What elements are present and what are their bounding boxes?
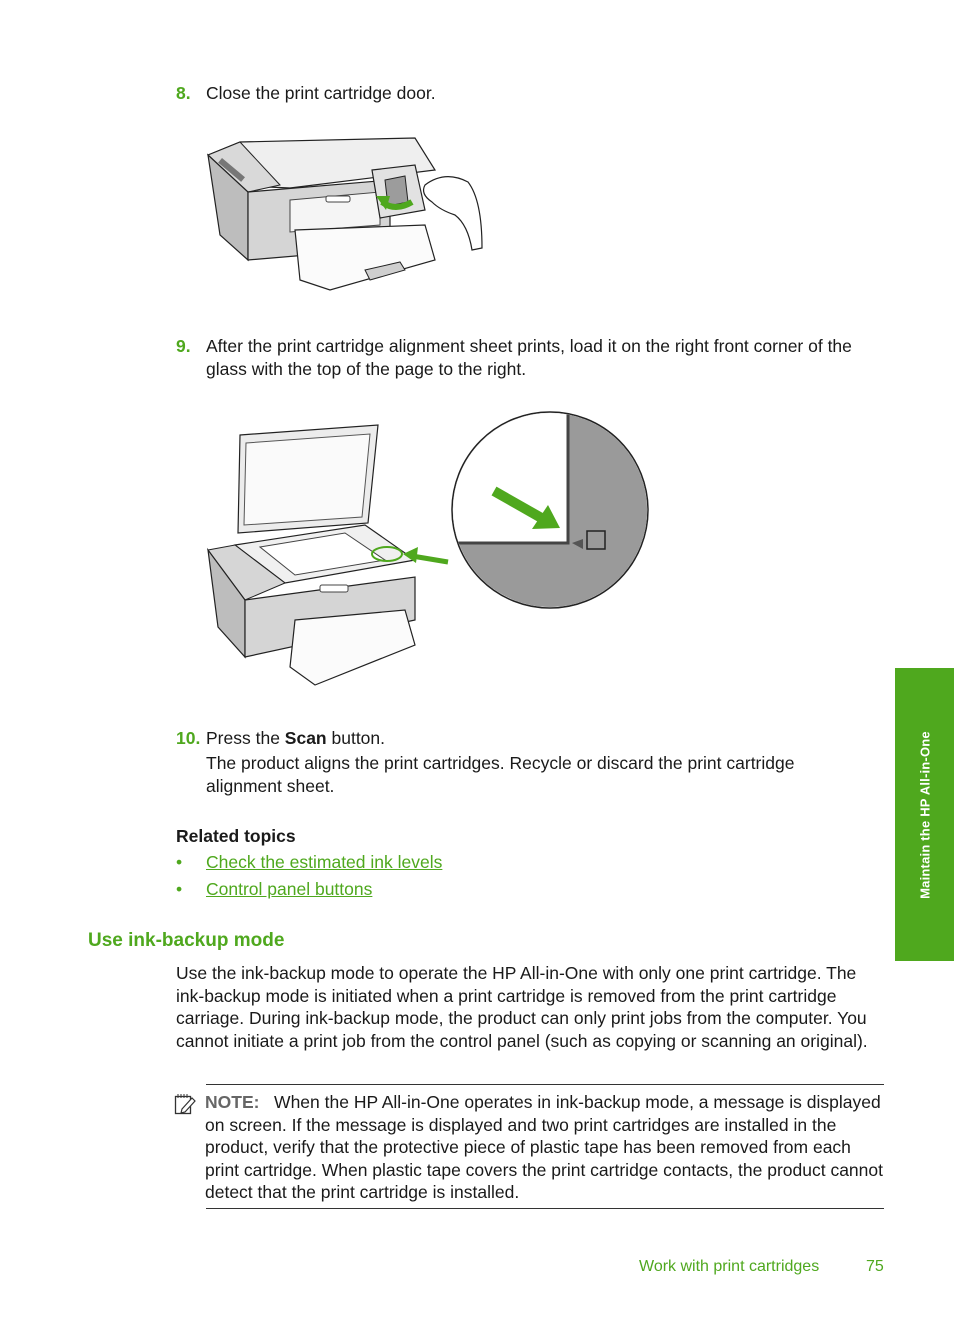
bullet: • [176, 852, 183, 872]
link-check-ink-levels[interactable]: Check the estimated ink levels [206, 852, 443, 872]
section-heading: Use ink-backup mode [88, 930, 285, 951]
step-8-number: 8. [176, 83, 191, 103]
note-label: NOTE: [205, 1092, 260, 1112]
note-bottom-rule [206, 1208, 884, 1209]
section-body: Use the ink-backup mode to operate the HP All-in-One with only one print cartridge. The ink-backup mode is initiated when a print cartridge is removed from the print cartridge carriage. During ink-backup mode, the product can only print jobs from the computer. You cannot initiate a print job from the control panel (such as copying or scanning an original). [176, 963, 868, 1051]
side-tab [895, 668, 954, 961]
link-control-panel-buttons[interactable]: Control panel buttons [206, 879, 373, 899]
step-10-text: Press the Scan button. [206, 728, 386, 748]
step-8-text: Close the print cartridge door. [206, 83, 436, 103]
note-text: NOTE: When the HP All-in-One operates in ink-backup mode, a message is displayed on screen. If the message is displayed and two print cartridges are installed in the product, verify that the protective piece of plastic tape has been removed from each print cartridge. When plastic tape covers the print cartridge contacts, the product cannot detect that the print cartridge is installed. [205, 1092, 883, 1202]
step-9-text: After the print cartridge alignment sheet prints, load it on the right front corner of the glass with the top of the page to the right. [206, 336, 852, 379]
step-9-number: 9. [176, 336, 191, 356]
scan-button-label: Scan [284, 728, 327, 748]
footer-section-title: Work with print cartridges [639, 1258, 820, 1275]
related-topics-heading: Related topics [176, 826, 296, 846]
alignment-sheet-illustration [200, 405, 660, 690]
step-10-number: 10. [176, 728, 201, 748]
page-number: 75 [866, 1258, 884, 1275]
side-tab-label: Maintain the HP All-in-One [917, 730, 932, 899]
step-10-detail: The product aligns the print cartridges. Recycle or discard the print cartridge alignment sheet. [206, 753, 795, 796]
note-pencil-icon [174, 1093, 196, 1115]
bullet: • [176, 879, 183, 899]
note-top-rule [206, 1084, 884, 1085]
printer-door-illustration [200, 130, 500, 300]
